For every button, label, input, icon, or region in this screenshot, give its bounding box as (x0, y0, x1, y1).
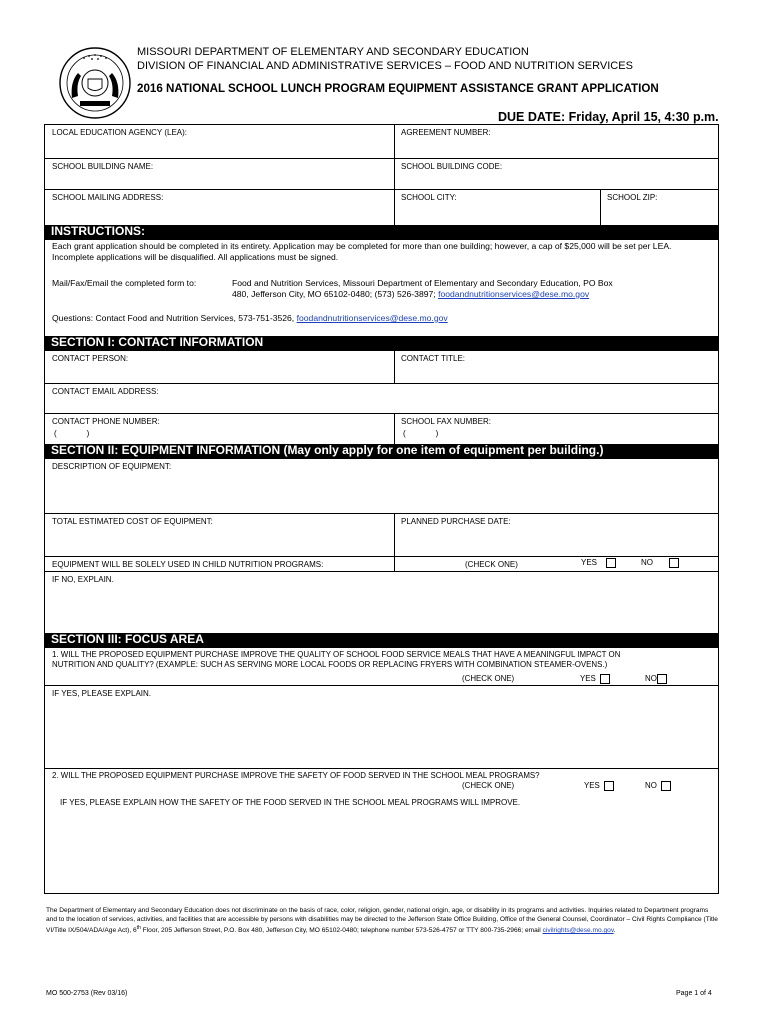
agreement-number-field[interactable]: AGREEMENT NUMBER: (401, 128, 491, 137)
building-row (45, 158, 718, 189)
zip-field[interactable]: SCHOOL ZIP: (607, 193, 658, 202)
q1-no-checkbox[interactable] (657, 674, 667, 684)
building-name-field[interactable]: SCHOOL BUILDING NAME: (52, 162, 154, 171)
question1: 1. WILL THE PROPOSED EQUIPMENT PURCHASE IMPROVE THE QUALITY OF SCHOOL FOOD SERVICE MEALS THAT HAVE A MEANINGFUL IMPACT ON NUTRITION AND QUALITY? (EXAMPLE: SUCH AS SERVING MORE LOCAL FOODS OR REPLACING FRYERS WITH COMBINATION STEAMER-OVENS.) (52, 650, 621, 669)
address-row (45, 189, 718, 225)
city-field[interactable]: SCHOOL CITY: (401, 193, 457, 202)
form-number: MO 500-2753 (Rev 03/16) (46, 990, 128, 997)
phone-row (45, 413, 718, 444)
questions-line: Questions: Contact Food and Nutrition Services, 573-751-3526, foodandnutritionservices@dese.mo.gov (52, 313, 448, 323)
contact-email-row (45, 383, 718, 413)
equipment-description-field[interactable]: DESCRIPTION OF EQUIPMENT: (52, 462, 172, 471)
purchase-date-field[interactable]: PLANNED PURCHASE DATE: (401, 517, 511, 526)
q2-explain-row (45, 795, 718, 893)
due-date: DUE DATE: Friday, April 15, 4:30 p.m. (498, 110, 719, 124)
q1-explain-row (45, 685, 718, 768)
fax-number-field[interactable]: SCHOOL FAX NUMBER: ( ) (401, 417, 491, 438)
section2-heading: SECTION II: EQUIPMENT INFORMATION (May only apply for one item of equipment per building.) (45, 444, 718, 459)
q2-explain-field[interactable]: IF YES, PLEASE EXPLAIN HOW THE SAFETY OF THE FOOD SERVED IN THE SCHOOL MEAL PROGRAMS WILL IMPROVE. (60, 798, 521, 807)
solely-used-yes[interactable]: YES (581, 557, 616, 571)
q1-no[interactable]: NO (645, 674, 667, 684)
mailing-address-field[interactable]: SCHOOL MAILING ADDRESS: (52, 193, 164, 202)
if-no-row (45, 571, 718, 633)
instructions-text: Each grant application should be completed in its entirety. Application may be completed for more than one building; however, a cap of $25,000 will be set per LEA. Incomplete applications will be disqualified. All applications must be signed. (52, 241, 672, 262)
instructions-heading: INSTRUCTIONS: (45, 225, 718, 240)
mail-address: Food and Nutrition Services, Missouri Department of Elementary and Secondary Education, PO Box 480, Jefferson City, MO 65102-0480; (573) 526-3897; foodandnutritionservices@dese.mo.gov (232, 278, 613, 299)
form-title: 2016 NATIONAL SCHOOL LUNCH PROGRAM EQUIPMENT ASSISTANCE GRANT APPLICATION (137, 82, 659, 95)
building-code-field[interactable]: SCHOOL BUILDING CODE: (401, 162, 503, 171)
check-one-label: (CHECK ONE) (465, 560, 518, 569)
solely-used-no[interactable]: NO (641, 557, 679, 571)
solely-used-label: EQUIPMENT WILL BE SOLELY USED IN CHILD NUTRITION PROGRAMS: (52, 560, 324, 569)
q2-yes[interactable]: YES (584, 781, 614, 791)
contact-email-field[interactable]: CONTACT EMAIL ADDRESS: (52, 387, 159, 396)
application-form (44, 124, 719, 894)
section3-heading: SECTION III: FOCUS AREA (45, 633, 718, 648)
missouri-state-seal (58, 46, 132, 120)
solely-used-row (45, 556, 718, 571)
q1-explain-field[interactable]: IF YES, PLEASE EXPLAIN. (52, 689, 152, 698)
question2: 2. WILL THE PROPOSED EQUIPMENT PURCHASE IMPROVE THE SAFETY OF FOOD SERVED IN THE SCHOOL MEAL PROGRAMS? (52, 771, 540, 780)
description-row (45, 459, 718, 513)
contact-row (45, 351, 718, 383)
estimated-cost-field[interactable]: TOTAL ESTIMATED COST OF EQUIPMENT: (52, 517, 213, 526)
contact-phone-field[interactable]: CONTACT PHONE NUMBER: ( ) (52, 417, 160, 438)
if-no-explain-field[interactable]: IF NO, EXPLAIN. (52, 575, 114, 584)
q2-row (45, 768, 718, 795)
lea-row (45, 125, 718, 158)
yes-checkbox[interactable] (606, 558, 616, 568)
mail-label: Mail/Fax/Email the completed form to: (52, 278, 197, 288)
q2-yes-checkbox[interactable] (604, 781, 614, 791)
division-name: DIVISION OF FINANCIAL AND ADMINISTRATIVE SERVICES – FOOD AND NUTRITION SERVICES (137, 60, 633, 72)
section1-heading: SECTION I: CONTACT INFORMATION (45, 336, 718, 351)
lea-field[interactable]: LOCAL EDUCATION AGENCY (LEA): (52, 128, 187, 137)
non-discrimination-notice: The Department of Elementary and Secondary Education does not discriminate on the basis of race, color, religion, gender, national origin, age, or disability in its programs and activities. Inquiries related to Department programs and to the location of services, activities, and facilities that are accessible by persons with disabilities may be directed to the Jefferson State Office Building, Office of the General Counsel, Coordinator – Civil Rights Compliance (Title VI/Title IX/504/ADA/Age Act), 6th Floor, 205 Jefferson Street, P.O. Box 480, Jefferson City, MO 65102-0480; telephone number 573-526-4757 or TTY 800-735-2966; email civilrights@dese.mo.gov. (46, 907, 718, 935)
q2-no-checkbox[interactable] (661, 781, 671, 791)
department-name: MISSOURI DEPARTMENT OF ELEMENTARY AND SECONDARY EDUCATION (137, 46, 529, 58)
fns-email-link[interactable]: foodandnutritionservices@dese.mo.gov (438, 289, 590, 299)
page-number: Page 1 of 4 (676, 990, 712, 997)
no-checkbox[interactable] (669, 558, 679, 568)
q2-no[interactable]: NO (645, 781, 671, 791)
contact-title-field[interactable]: CONTACT TITLE: (401, 354, 466, 363)
contact-person-field[interactable]: CONTACT PERSON: (52, 354, 129, 363)
q1-check-one: (CHECK ONE) (462, 674, 515, 683)
questions-email-link[interactable]: foodandnutritionservices@dese.mo.gov (296, 313, 448, 323)
cost-row (45, 513, 718, 556)
civil-rights-email-link[interactable]: civilrights@dese.mo.gov (542, 927, 614, 935)
q2-check-one: (CHECK ONE) (462, 781, 515, 790)
q1-yes-checkbox[interactable] (600, 674, 610, 684)
q1-yes[interactable]: YES (580, 674, 610, 684)
